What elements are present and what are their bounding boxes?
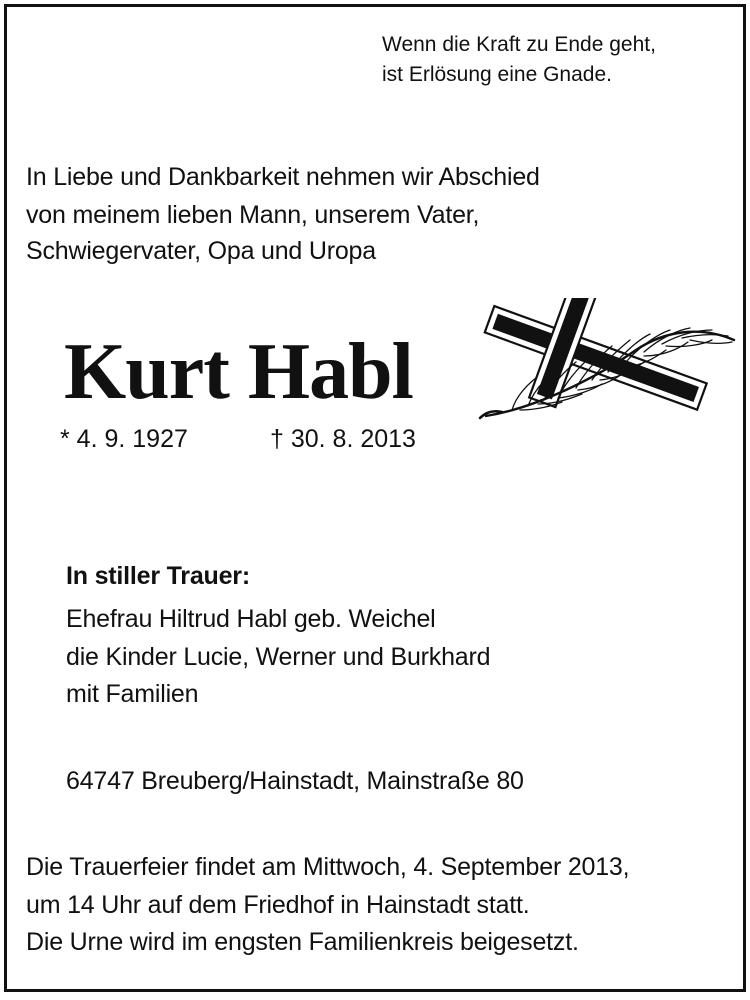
mourners-line-3: mit Familien: [66, 680, 199, 708]
funeral-line-2: um 14 Uhr auf dem Friedhof in Hainstadt statt.: [26, 891, 530, 919]
funeral-line-1: Die Trauerfeier findet am Mittwoch, 4. September 2013,: [26, 853, 630, 881]
death-date: † 30. 8. 2013: [270, 425, 416, 453]
notice-border: [4, 4, 746, 992]
motto-line-2: ist Erlösung eine Gnade.: [382, 63, 612, 86]
motto-line-1: Wenn die Kraft zu Ende geht,: [382, 33, 656, 56]
intro-line-2: von meinem lieben Mann, unserem Vater,: [26, 201, 480, 229]
intro-line-1: In Liebe und Dankbarkeit nehmen wir Abschied: [26, 163, 540, 191]
address: 64747 Breuberg/Hainstadt, Mainstraße 80: [66, 767, 524, 795]
deceased-name: Kurt Habl: [64, 328, 413, 416]
birth-date: * 4. 9. 1927: [60, 425, 188, 453]
intro-line-3: Schwiegervater, Opa und Uropa: [26, 237, 376, 265]
mourners-heading: In stiller Trauer:: [66, 562, 250, 590]
funeral-line-3: Die Urne wird im engsten Familienkreis beigesetzt.: [26, 928, 579, 956]
mourners-line-1: Ehefrau Hiltrud Habl geb. Weichel: [66, 605, 436, 633]
mourners-line-2: die Kinder Lucie, Werner und Burkhard: [66, 643, 491, 671]
motto: [382, 30, 727, 90]
cross-with-palm-branch-icon: [476, 298, 738, 426]
